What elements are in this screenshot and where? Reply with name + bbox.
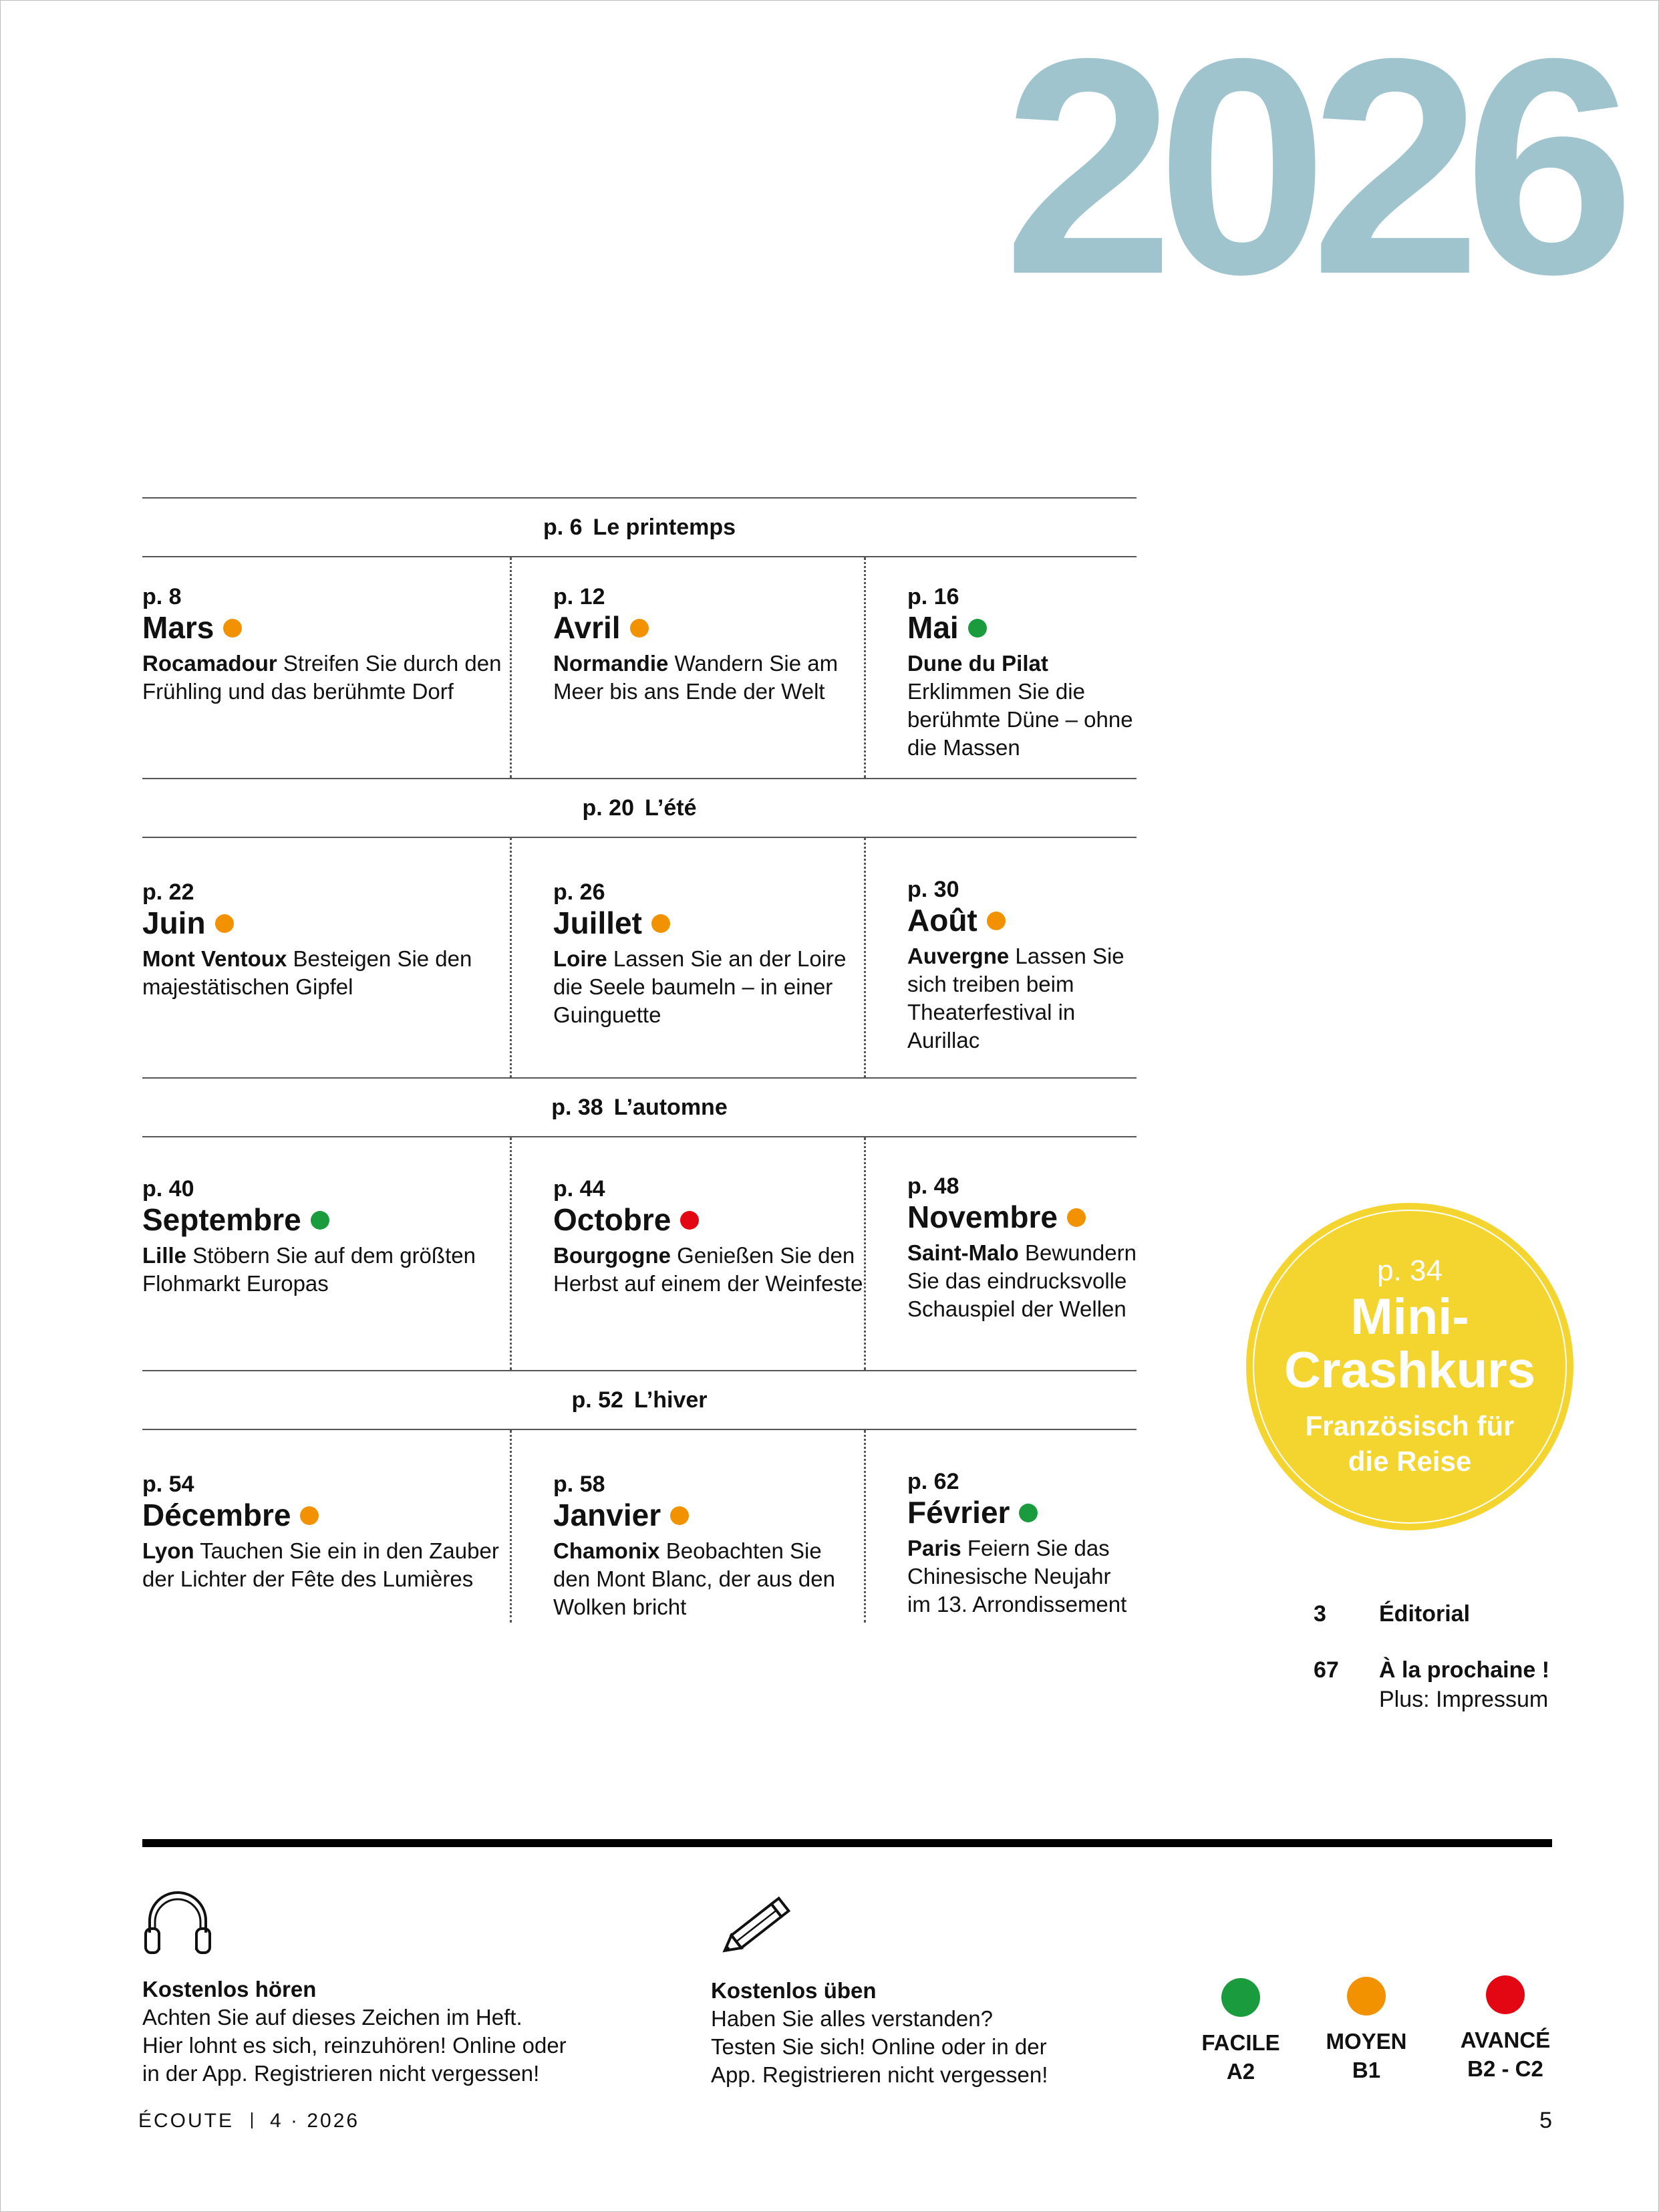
season-months-ete <box>142 838 1137 1077</box>
mini-crashkurs-badge[interactable] <box>1246 1203 1573 1530</box>
badge-title-line2: Crashkurs <box>1284 1341 1535 1399</box>
month-page: p. 12 <box>553 584 605 609</box>
month-entry-decembre[interactable] <box>142 1430 510 1623</box>
season-header-automne[interactable] <box>142 1077 1137 1137</box>
month-description <box>142 1242 510 1298</box>
month-description <box>907 1239 1137 1323</box>
month-page: p. 40 <box>142 1176 194 1202</box>
place-name: Lyon <box>142 1538 194 1563</box>
description-text: Tauchen Sie ein in den Zauber der Lichter der Fête des Lumières <box>142 1538 499 1591</box>
level-dot <box>968 619 987 638</box>
season-title: L’été <box>645 795 697 821</box>
place-name: Auvergne <box>907 943 1010 968</box>
month-page: p. 26 <box>553 879 605 905</box>
month-entry-novembre[interactable] <box>864 1137 1137 1370</box>
extra-page-number: 67 <box>1314 1657 1339 1683</box>
badge-subtitle-line1: Französisch für <box>1305 1410 1515 1442</box>
month-name <box>142 1202 510 1238</box>
feature-kostenlos-hoeren <box>142 1975 567 2088</box>
extra-page-number: 3 <box>1314 1601 1326 1627</box>
legend-dot-orange <box>1347 1977 1386 2016</box>
legend-label: AVANCÉ <box>1460 2028 1551 2052</box>
place-name: Rocamadour <box>142 650 277 676</box>
feature-line: App. Registrieren nicht vergessen! <box>711 2062 1048 2087</box>
extra-label: À la prochaine ! <box>1379 1657 1550 1683</box>
month-entry-mai[interactable] <box>864 557 1137 778</box>
month-name <box>553 1498 864 1533</box>
description-text: Bewundern Sie das eindrucksvolle Schauspiel der Wellen <box>907 1240 1137 1321</box>
place-name: Saint-Malo <box>907 1240 1019 1265</box>
feature-line: Testen Sie sich! Online oder in der <box>711 2034 1047 2059</box>
season-page: p. 52 <box>571 1387 623 1413</box>
month-name-text: Mai <box>907 610 959 646</box>
month-name <box>142 610 510 646</box>
month-entry-janvier[interactable] <box>510 1430 864 1623</box>
month-description <box>142 1537 510 1593</box>
month-page: p. 48 <box>907 1173 959 1199</box>
feature-line: in der App. Registrieren nicht vergessen! <box>142 2060 540 2086</box>
month-name <box>553 906 864 941</box>
description-text: Stöbern Sie auf dem größten Flohmarkt Europas <box>142 1242 476 1296</box>
level-dot <box>215 914 234 933</box>
issue-number: 4 · 2026 <box>270 2110 360 2132</box>
season-months-automne <box>142 1137 1137 1370</box>
description-text: Genießen Sie den Herbst auf einem der Weinfeste <box>553 1242 863 1296</box>
description-text: Lassen Sie an der Loire die Seele baumeln – in einer Guinguette <box>553 946 847 1027</box>
month-description <box>907 942 1137 1055</box>
level-dot <box>987 912 1006 930</box>
month-entry-aout[interactable] <box>864 838 1137 1077</box>
pencil-icon <box>716 1889 796 1963</box>
level-dot <box>300 1506 319 1525</box>
month-name <box>907 903 1137 938</box>
level-dot <box>670 1506 689 1525</box>
level-dot <box>1019 1504 1038 1522</box>
place-name: Dune du Pilat <box>907 650 1048 676</box>
season-page: p. 6 <box>543 514 583 540</box>
month-entry-juin[interactable] <box>142 838 510 1077</box>
month-page: p. 22 <box>142 879 194 905</box>
badge-page: p. 34 <box>1377 1254 1443 1287</box>
legend-facile <box>1191 1978 1291 2086</box>
magazine-footer <box>138 2110 359 2132</box>
badge-title-line1: Mini- <box>1350 1288 1469 1345</box>
season-title: L’automne <box>613 1094 728 1120</box>
month-name-text: Juin <box>142 906 206 941</box>
month-description <box>142 945 510 1001</box>
season-page: p. 38 <box>551 1094 603 1120</box>
legend-level: A2 <box>1226 2058 1255 2084</box>
month-name-text: Octobre <box>553 1202 671 1238</box>
description-text: Feiern Sie das Chinesische Neujahr im 13. Arrondissement <box>907 1535 1127 1617</box>
season-title: Le printemps <box>593 514 736 540</box>
description-text: Besteigen Sie den majestätischen Gipfel <box>142 946 472 999</box>
season-header-hiver[interactable] <box>142 1370 1137 1430</box>
month-entry-octobre[interactable] <box>510 1137 864 1370</box>
legend-avance <box>1449 1975 1562 2084</box>
month-entry-juillet[interactable] <box>510 838 864 1077</box>
level-dot <box>680 1211 699 1230</box>
month-name-text: Février <box>907 1495 1010 1530</box>
feature-title: Kostenlos hören <box>142 1977 317 2001</box>
feature-line: Achten Sie auf dieses Zeichen im Heft. <box>142 2004 522 2030</box>
legend-level: B1 <box>1352 2057 1381 2082</box>
month-page: p. 8 <box>142 584 182 609</box>
headphones-icon <box>140 1883 215 1958</box>
section-divider <box>142 1839 1552 1847</box>
badge-subtitle <box>1306 1409 1515 1479</box>
level-dot <box>1067 1208 1086 1227</box>
month-name-text: Septembre <box>142 1202 301 1238</box>
month-description <box>553 650 864 706</box>
description-text: Lassen Sie sich treiben beim Theaterfestival in Aurillac <box>907 943 1124 1053</box>
month-name <box>142 906 510 941</box>
extra-label: Éditorial <box>1379 1601 1471 1627</box>
place-name: Lille <box>142 1242 187 1268</box>
month-name <box>907 1200 1137 1235</box>
month-description <box>907 1534 1137 1619</box>
month-name-text: Avril <box>553 610 621 646</box>
month-name-text: Décembre <box>142 1498 291 1533</box>
season-header-ete[interactable] <box>142 778 1137 838</box>
season-header-printemps[interactable] <box>142 497 1137 557</box>
legend-level: B2 - C2 <box>1467 2056 1543 2081</box>
feature-kostenlos-ueben <box>711 1977 1048 2089</box>
month-description <box>553 1537 864 1621</box>
month-name-text: Novembre <box>907 1200 1058 1235</box>
place-name: Mont Ventoux <box>142 946 287 971</box>
table-of-contents <box>142 497 1137 1623</box>
feature-line: Hier lohnt es sich, reinzuhören! Online oder <box>142 2032 567 2058</box>
legend-dot-red <box>1486 1975 1525 2014</box>
month-entry-fevrier[interactable] <box>864 1430 1137 1623</box>
month-page: p. 62 <box>907 1469 959 1494</box>
level-dot <box>630 619 649 638</box>
level-dot <box>223 619 242 638</box>
legend-dot-green <box>1221 1978 1260 2017</box>
place-name: Chamonix <box>553 1538 660 1563</box>
month-entry-septembre[interactable] <box>142 1137 510 1370</box>
month-page: p. 16 <box>907 584 959 609</box>
feature-line: Haben Sie alles verstanden? <box>711 2006 993 2031</box>
month-entry-mars[interactable] <box>142 557 510 778</box>
month-name-text: Janvier <box>553 1498 661 1533</box>
extra-sublabel: Plus: Impressum <box>1379 1687 1549 1712</box>
month-description <box>142 650 510 706</box>
season-title: L’hiver <box>633 1387 708 1413</box>
feature-title: Kostenlos üben <box>711 1978 877 2003</box>
description-text: Erklimmen Sie die berühmte Düne – ohne die Massen <box>907 678 1133 760</box>
page-number: 5 <box>1539 2108 1552 2133</box>
season-page: p. 20 <box>582 795 634 821</box>
month-name <box>553 610 864 646</box>
month-name <box>907 1495 1137 1530</box>
description-text: Wandern Sie am Meer bis ans Ende der Welt <box>553 650 839 704</box>
month-description <box>553 1242 864 1298</box>
legend-moyen <box>1316 1977 1416 2085</box>
place-name: Bourgogne <box>553 1242 671 1268</box>
month-page: p. 30 <box>907 877 959 902</box>
footer-separator <box>251 2112 253 2128</box>
month-name-text: Mars <box>142 610 214 646</box>
year-heading: 2026 <box>1003 0 1618 338</box>
month-page: p. 58 <box>553 1472 605 1497</box>
level-dot <box>311 1211 329 1230</box>
season-months-hiver <box>142 1430 1137 1623</box>
month-name-text: Août <box>907 903 977 938</box>
legend-label: MOYEN <box>1326 2029 1407 2054</box>
description-text: Streifen Sie durch den Frühling und das berühmte Dorf <box>142 650 502 704</box>
season-months-printemps <box>142 557 1137 778</box>
description-text: Beobachten Sie den Mont Blanc, der aus den Wolken bricht <box>553 1538 835 1619</box>
month-description <box>553 945 864 1029</box>
month-page: p. 44 <box>553 1176 605 1202</box>
month-name-text: Juillet <box>553 906 642 941</box>
month-page: p. 54 <box>142 1472 194 1497</box>
month-name <box>553 1202 864 1238</box>
place-name: Normandie <box>553 650 669 676</box>
legend-label: FACILE <box>1201 2030 1280 2055</box>
level-dot <box>651 914 670 933</box>
month-entry-avril[interactable] <box>510 557 864 778</box>
place-name: Paris <box>907 1535 961 1560</box>
month-name <box>142 1498 510 1533</box>
place-name: Loire <box>553 946 607 971</box>
month-name <box>907 610 1137 646</box>
badge-subtitle-line2: die Reise <box>1348 1445 1472 1477</box>
badge-ring <box>1253 1210 1567 1524</box>
month-description <box>907 650 1137 762</box>
magazine-name: ÉCOUTE <box>138 2110 235 2132</box>
